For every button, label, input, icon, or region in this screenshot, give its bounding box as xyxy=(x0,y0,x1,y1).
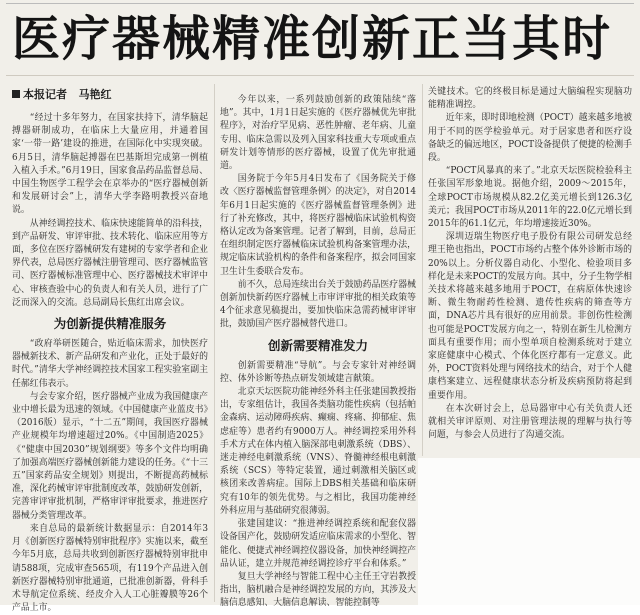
paragraph: 深圳迈瑞生物医疗电子股份有限公司研发总经理王艳也指出，POCT市场约占整个体外诊断市场的20%以上。分析仪器自动化、小型化、检验项目多样化是未来POCT的发展方向。其中，分子生物学相关技术将越来越多地用于POCT，在病原体快速诊断、微生物耐药性检测、遗传性疾病的筛查等方面，DNA芯片具有很好的应用前景。非创伤性检测也可能是POCT发展方向之一，特别在新生儿检测方面具有重要作用；而小型单项自检测系统对于建立家庭健康中心模式、个体化医疗都有一定意义。此外，POCT资料处理与网络技术的结合，对于个人健康档案建立、远程健康状态分析及疾病预防将起到重要作用。 xyxy=(428,232,632,401)
byline-role: 本报记者 xyxy=(23,88,67,101)
paragraph: 前不久，总局连续出台关于鼓励药品医疗器械创新加快新药医疗器械上市审评审批的相关政策等4个征求意见稿提出，要加快临床急需药械审评审批，鼓励国产医疗器械替代进口。 xyxy=(220,279,416,330)
paragraph: “经过十多年努力，在国家扶持下，清华脑起搏器研制成功，在临床上大量应用，并通着国家‘一带一路’建设的推进，在国际化中实现突破。6月5日，清华脑起搏器在巴基斯坦完成第一例植入植入手术。”6月19日，国家食品药品监督总局、中国生物医学工程学会在京举办的“医疗器械创新和发展研讨会”上，清华大学李路明教授兴奋地说。 xyxy=(12,113,208,216)
column-2 xyxy=(220,94,416,611)
paragraph: 从神经调控技术、临床快速能简单的沿科技，到产品研发、审评审批、技术转化、临床应用等方面，多位在医疗器械研发有建树的专家学者和企业界代表，总局医疗器械注册管理司、医疗器械监管司、医疗器械标准管理中心、医疗器械技术审评中心、审核查验中心的负责人和有关人员，进行了广泛而深入的交流。总局副局长焦红出席会议。 xyxy=(12,218,208,308)
column-divider xyxy=(214,84,215,602)
paragraph: 张建国建议：“推进神经调控系统和配套仪器设备国产化，鼓励研发适应临床需求的小型化、智能化、便捷式神经调控仪器设备，加快神经调控产品认证，建立并规范神经调控诊疗平台和体系。” xyxy=(220,519,416,569)
column-divider xyxy=(422,84,423,456)
paragraph: “POCT风暴真的来了。”北京天坛医院检验科主任张国军形象地说。据他介绍，2009～2015年，全球POCT市场规模从82.2亿美元增长到126.3亿美元；我国POCT市场从2011年的22.0亿元增长到2015年的61.1亿元，年均增速接近30%。 xyxy=(428,166,632,230)
column-1 xyxy=(12,112,208,615)
paragraph: 与会专家介绍，医疗器械产业成为我国健康产业中增长最为迅速的领域。《中国健康产业蓝皮书》（2016版）显示，“十二五”期间，我国医疗器械产业规模年均增速超过20%。《中国制造2025》《“健康中国2030”规划纲要》等多个文件均明确了加强高端医疗器械创新能力建设的任务。《“十三五”国家药品安全规划》则提出，不断提高药械标准，深化药械审评审批制度改革，鼓励研发创新，完善审评审批机制，严格审评审批要求，推进医疗器械分类管理改革。 xyxy=(12,391,208,521)
blank-area xyxy=(418,458,640,605)
paragraph: 北京天坛医院功能神经外科主任张建国教授指出，专家组估计，我国各类脑功能性疾病（包括帕金森病、运动障碍疾病、癫痫、疼痛、抑郁症、焦虑症等）患者约有9000万人。神经调控采用外科手术方式在体内植入脑深部电刺激系统（DBS）、迷走神经电刺激系统（VNS）、脊髓神经根电刺激系统（SCS）等特定装置，通过刺激相关脑区或核团来改善病症。国际上DBS相关基础和临床研究有10年的领先优势。与之相比，我国功能神经外科应用与基础研究很薄弱。 xyxy=(220,387,416,516)
paragraph: 来自总局的最新统计数据显示：自2014年3月《创新医疗器械特别审批程序》实施以来，截至今年5月底，总局共收到创新医疗器械特别审批申请588项，完成审查565项，有119个产品进入创新医疗器械特别审批通道，已批准创新器，骨科手术导航定位系统、经皮介入人工心脏瓣膜等26个产品上市。 xyxy=(12,523,208,614)
paragraph: 国务院于今年5月4日发布了《国务院关于修改〈医疗器械监督管理条例〉的决定》，对自2014年6月1日起实施的《医疗器械监督管理条例》进行了补充修改，其中，将医疗器械临床试验机构资格认定改为备案管理。记者了解到，目前，总局正在组织制定医疗器械临床试验机构备案管理办法，规定临床试验机构的条件和备案程序，拟会同国家卫生计生委联合发布。 xyxy=(220,174,416,277)
byline xyxy=(12,88,112,102)
byline-square-icon xyxy=(12,90,20,98)
paragraph: 创新需要精准“导航”。与会专家针对神经调控、体外诊断等热点研发领域建言献策。 xyxy=(220,360,416,384)
column-3 xyxy=(428,86,632,442)
byline-author: 马艳红 xyxy=(78,88,112,101)
top-rule xyxy=(6,3,634,4)
paragraph: 复旦大学神经与智能工程中心主任王守岩教授指出，脑机融合是神经调控发展的方向，其涉及大脑信息感知、大脑信息解读、智能控制等 xyxy=(220,571,416,609)
subheading: 创新需要精准发力 xyxy=(267,337,368,353)
subheading: 为创新提供精准服务 xyxy=(53,316,167,332)
headline-rule xyxy=(6,75,634,76)
paragraph: 在本次研讨会上，总局器审中心有关负责人还就相关审评原则、对注册管理法规的理解与执行等问题，与参会人员进行了沟通交流。 xyxy=(428,403,632,441)
paragraph: 关键技术。它的终极目标是通过大脑编程实现脑功能精准调控。 xyxy=(428,87,632,111)
paragraph: “政府举研医随合，贴近临床需求，加快医疗器械新技术、新产品研发和产业化，正处于最好的时代。”清华大学神经调控技术国家工程实验室副主任郝红伟表示。 xyxy=(12,339,208,389)
paragraph: 今年以来，一系列鼓励创新的政策陆续“落地”。其中，1月1日起实施的《医疗器械优先审批程序》，对治疗罕见病、恶性肿瘤、老年病、儿童专用、临床急需以及列入国家科技重大专项或重点研发计划等情形的医疗器械，设置了优先审批通道。 xyxy=(220,95,416,172)
headline: 医疗器械精准创新正当其时 xyxy=(12,11,613,67)
paragraph: 近年来，即时即地检测（POCT）越来越多地被用于不同的医学检验单元。对于居家患者和医疗设备缺乏的偏远地区，POCT设备提供了便捷的检测手段。 xyxy=(428,113,632,164)
